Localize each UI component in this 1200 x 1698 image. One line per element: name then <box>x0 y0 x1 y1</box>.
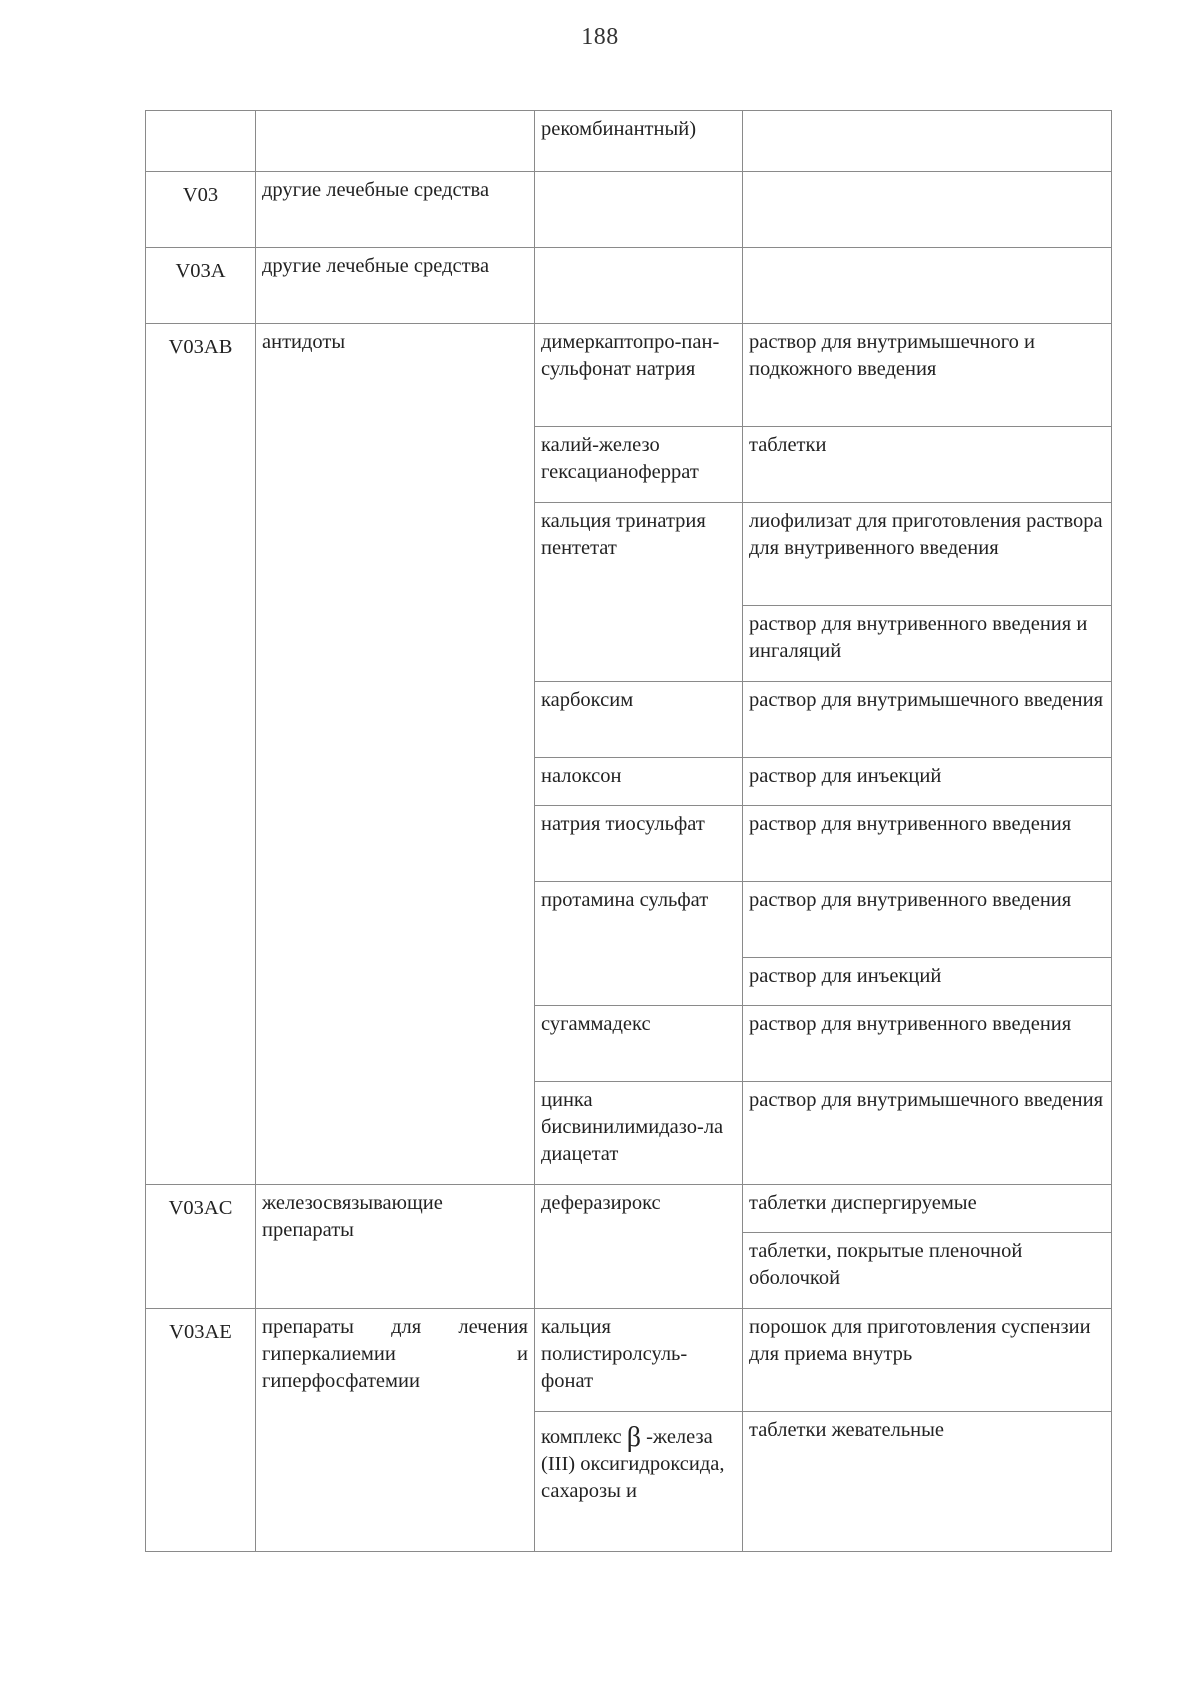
dosage-form-cell: таблетки, покрытые пленочной оболочкой <box>743 1233 1112 1309</box>
drug-name-cell <box>535 172 743 248</box>
drug-name-cell: цинка бисвинилимидазо-ла диацетат <box>535 1082 743 1185</box>
dosage-form-cell: порошок для приготовления суспензии для приема внутрь <box>743 1309 1112 1412</box>
drug-name-prefix: комплекс <box>541 1426 622 1448</box>
dosage-form-cell: таблетки жевательные <box>743 1412 1112 1552</box>
drug-name-cell: протамина сульфат <box>535 882 743 1006</box>
group-cell: антидоты <box>256 324 535 1185</box>
group-cell <box>256 172 535 248</box>
table-row <box>146 248 1112 324</box>
dosage-form-cell: таблетки диспергируемые <box>743 1185 1112 1233</box>
dosage-form-cell: раствор для внутримышечного введения <box>743 682 1112 758</box>
atc-code-cell <box>146 111 256 172</box>
atc-code-cell: V03AE <box>146 1309 256 1552</box>
dosage-form-cell: раствор для внутривенного введения и ингаляций <box>743 606 1112 682</box>
dosage-form-cell <box>743 111 1112 172</box>
dosage-form-cell <box>743 248 1112 324</box>
group-text: другие лечебные средства <box>262 179 490 201</box>
drug-name-cell <box>535 1412 743 1552</box>
drug-name-cell: димеркаптопро-пан-сульфонат натрия <box>535 324 743 427</box>
dosage-form-cell: раствор для инъекций <box>743 758 1112 806</box>
drug-name-cell: налоксон <box>535 758 743 806</box>
table-row <box>146 324 1112 427</box>
atc-code-cell: V03AB <box>146 324 256 1185</box>
drug-name-cell: кальция тринатрия пентетат <box>535 503 743 682</box>
group-text: препараты для лечения гиперкалиемии и гиперфосфатемии <box>262 1316 528 1392</box>
drug-name-cell: калий-железо гексацианоферрат <box>535 427 743 503</box>
dosage-form-cell: раствор для внутримышечного введения <box>743 1082 1112 1185</box>
dosage-form-cell: раствор для внутривенного введения <box>743 882 1112 958</box>
drug-name-cell: деферазирокс <box>535 1185 743 1309</box>
drug-classification-table <box>145 110 1112 1552</box>
dosage-form-cell: таблетки <box>743 427 1112 503</box>
atc-code-cell: V03A <box>146 248 256 324</box>
drug-name-cell: карбоксим <box>535 682 743 758</box>
dosage-form-cell: раствор для внутримышечного и подкожного введения <box>743 324 1112 427</box>
dosage-form-cell: раствор для инъекций <box>743 958 1112 1006</box>
drug-name-cell: натрия тиосульфат <box>535 806 743 882</box>
dosage-form-cell: лиофилизат для приготовления раствора для внутривенного введения <box>743 503 1112 606</box>
atc-code-cell: V03AC <box>146 1185 256 1309</box>
drug-name-cell: сугаммадекс <box>535 1006 743 1082</box>
table-row <box>146 1185 1112 1233</box>
dosage-form-cell: раствор для внутривенного введения <box>743 1006 1112 1082</box>
group-cell <box>256 111 535 172</box>
group-cell <box>256 1309 535 1552</box>
table-row <box>146 172 1112 248</box>
group-cell <box>256 248 535 324</box>
drug-name-suffix: -железа (III) оксигидроксида, сахарозы и <box>541 1426 725 1502</box>
table-row <box>146 1309 1112 1412</box>
group-text: другие лечебные средства <box>262 255 490 277</box>
drug-name-cell: рекомбинантный) <box>535 111 743 172</box>
table-row <box>146 111 1112 172</box>
dosage-form-cell: раствор для внутривенного введения <box>743 806 1112 882</box>
drug-name-cell <box>535 248 743 324</box>
beta-symbol: β <box>626 1422 641 1453</box>
dosage-form-cell <box>743 172 1112 248</box>
group-cell: железосвязывающие препараты <box>256 1185 535 1309</box>
atc-code-cell: V03 <box>146 172 256 248</box>
page-number: 188 <box>581 24 619 50</box>
drug-name-cell: кальция полистиролсуль-фонат <box>535 1309 743 1412</box>
